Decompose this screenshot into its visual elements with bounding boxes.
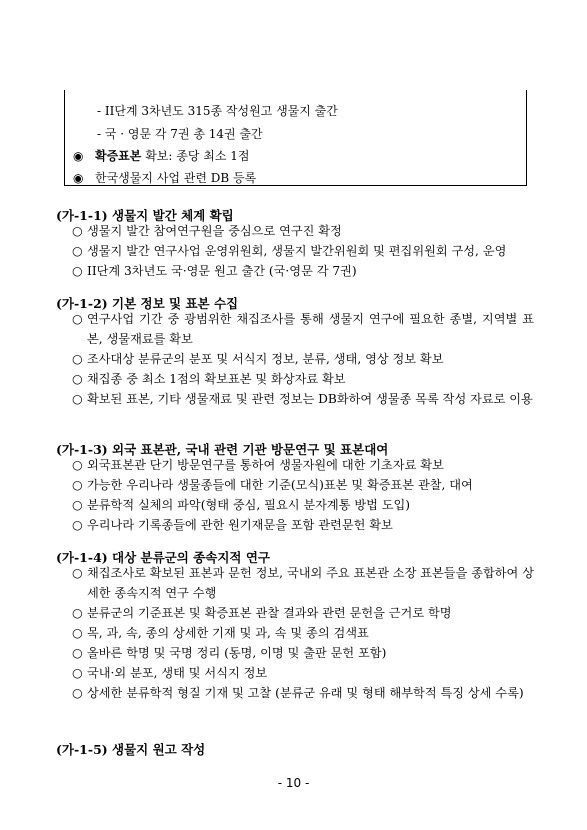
list-item xyxy=(72,350,534,370)
list-item xyxy=(72,310,534,349)
list-item xyxy=(72,456,534,476)
list-item xyxy=(72,604,534,624)
list-item xyxy=(72,496,534,516)
list-item xyxy=(72,476,534,496)
circle-bullet-icon: ○ xyxy=(72,224,83,238)
circle-bullet-icon: ○ xyxy=(72,478,83,492)
box-bullet-text: 확보: 종당 최소 1점 xyxy=(141,149,250,163)
list-item-text: 우리나라 기록종들에 관한 원기재문을 포함 관련문헌 확보 xyxy=(87,518,393,532)
list-item-text: 조사대상 분류군의 분포 및 서식지 정보, 분류, 생태, 영상 정보 확보 xyxy=(87,352,444,366)
box-sub-item: - II단계 3차년도 315종 작성원고 생물지 출간 xyxy=(97,104,338,118)
circle-bullet-icon: ○ xyxy=(72,498,83,512)
circle-bullet-icon: ○ xyxy=(72,392,83,406)
box-bold-label: 확증표본 xyxy=(95,149,142,163)
circle-bullet-icon: ○ xyxy=(72,566,83,580)
box-sub-item: - 국 · 영문 각 7권 총 14권 출간 xyxy=(97,127,263,141)
list-item xyxy=(72,390,534,410)
list-item xyxy=(72,516,534,536)
box-bullet-text: 한국생물지 사업 관련 DB 등록 xyxy=(95,171,257,185)
list-item-text: 분류군의 기준표본 및 확증표본 관찰 결과와 관련 문헌을 근거로 학명 xyxy=(87,606,452,620)
box-bullet-item xyxy=(73,169,256,186)
circle-bullet-icon: ○ xyxy=(72,646,83,660)
circle-bullet-icon: ○ xyxy=(72,372,83,386)
list-item-text: 외국표본관 단기 방문연구를 통하여 생물자원에 대한 기초자료 확보 xyxy=(87,458,444,472)
section-heading: (가-1-1) 생물지 발간 체계 확립 xyxy=(56,208,234,223)
list-item-text: 생물지 발간 참여연구원을 중심으로 연구진 확정 xyxy=(87,224,342,238)
section-heading: (가-1-5) 생물지 원고 작성 xyxy=(56,742,206,757)
summary-box xyxy=(64,90,527,186)
list-item-text: 생물지 발간 연구사업 운영위원회, 생물지 발간위원회 및 편집위원회 구성, 운영 xyxy=(87,244,507,258)
circle-bullet-icon: ○ xyxy=(72,244,83,258)
list-item-text: 상세한 분류학적 형질 기재 및 고찰 (분류군 유래 및 형태 해부학적 특징 상세 수록) xyxy=(87,686,524,700)
list-item xyxy=(72,564,534,603)
list-item xyxy=(72,644,534,664)
list-item xyxy=(72,624,534,644)
list-item-text: II단계 3차년도 국·영문 원고 출간 (국·영문 각 7권) xyxy=(87,264,357,278)
circle-bullet-icon: ○ xyxy=(72,518,83,532)
circle-bullet-icon: ○ xyxy=(72,312,83,326)
circle-bullet-icon: ○ xyxy=(72,458,83,472)
list-item-text: 가능한 우리나라 생물종들에 대한 기준(모식)표본 및 확증표본 관찰, 대여 xyxy=(87,478,473,492)
circle-bullet-icon: ○ xyxy=(72,606,83,620)
circle-bullet-icon: ○ xyxy=(72,626,83,640)
circle-bullet-icon: ○ xyxy=(72,264,83,278)
list-item xyxy=(72,262,534,282)
list-item xyxy=(72,684,534,704)
list-item-text: 채집조사로 확보된 표본과 문헌 정보, 국내외 주요 표본관 소장 표본들을 종합하여 상세한 종속지적 연구 수행 xyxy=(87,566,534,600)
double-circle-bullet-icon: ◉ xyxy=(73,149,84,163)
circle-bullet-icon: ○ xyxy=(72,666,83,680)
list-item-text: 채집종 중 최소 1점의 확보표본 및 화상자료 확보 xyxy=(87,372,346,386)
list-item xyxy=(72,242,534,262)
box-bullet-item xyxy=(73,147,249,164)
section-heading: (가-1-4) 대상 분류군의 종속지적 연구 xyxy=(56,550,270,565)
list-item xyxy=(72,370,534,390)
list-item-text: 확보된 표본, 기타 생물재료 및 관련 정보는 DB화하여 생물종 목록 작성 자료로 이용 xyxy=(87,392,533,406)
page-number: - 10 - xyxy=(277,776,310,790)
section-heading: (가-1-2) 기본 정보 및 표본 수집 xyxy=(56,296,239,311)
list-item xyxy=(72,664,534,684)
circle-bullet-icon: ○ xyxy=(72,352,83,366)
list-item-text: 분류학적 실체의 파악(형태 중심, 필요시 분자계통 방법 도입) xyxy=(87,498,411,512)
list-item-text: 국내·외 분포, 생태 및 서식지 정보 xyxy=(87,666,268,680)
list-item-text: 목, 과, 속, 종의 상세한 기재 및 과, 속 및 종의 검색표 xyxy=(87,626,369,640)
list-item-text: 연구사업 기간 중 광범위한 채집조사를 통해 생물지 연구에 필요한 종별, 지역별 표본, 생물재료를 확보 xyxy=(87,312,534,346)
circle-bullet-icon: ○ xyxy=(72,686,83,700)
section-heading: (가-1-3) 외국 표본관, 국내 관련 기관 방문연구 및 표본대여 xyxy=(56,442,389,457)
list-item xyxy=(72,222,534,242)
double-circle-bullet-icon: ◉ xyxy=(73,171,84,185)
list-item-text: 올바른 학명 및 국명 정리 (동명, 이명 및 출판 문헌 포함) xyxy=(87,646,387,660)
